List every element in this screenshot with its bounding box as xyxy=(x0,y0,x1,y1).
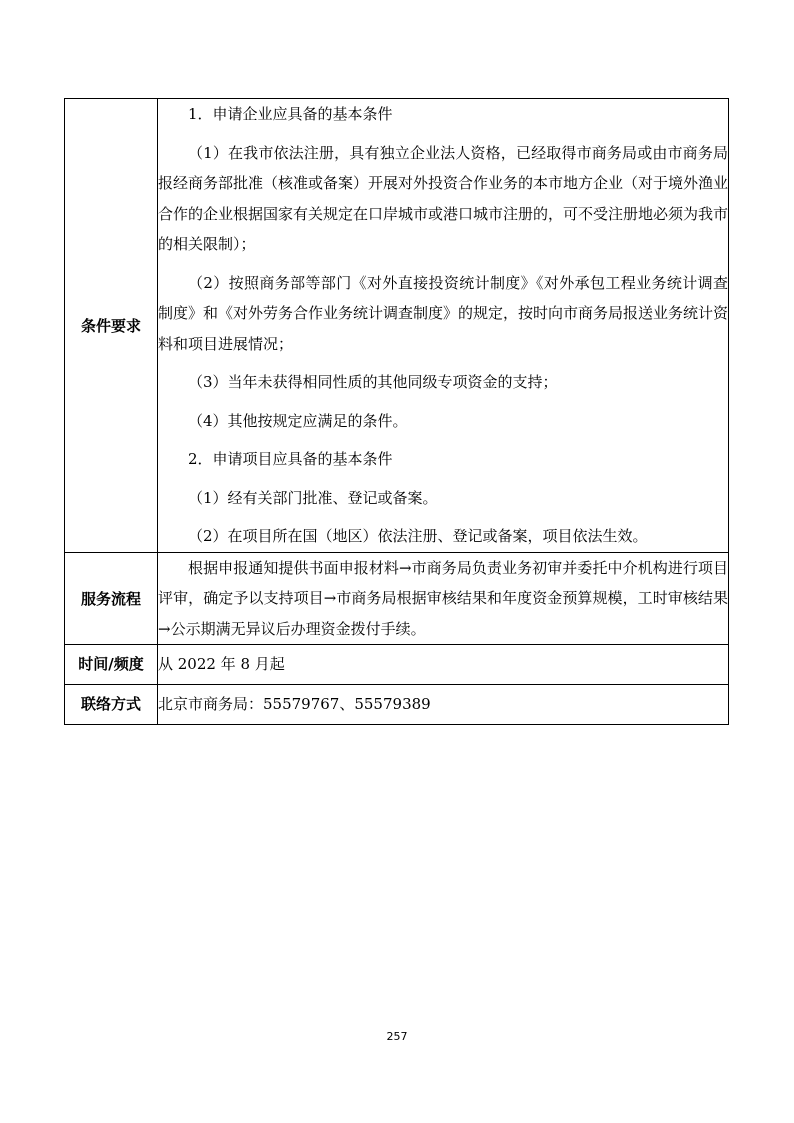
table-row-time xyxy=(65,645,729,685)
condition-paragraph: （1）在我市依法注册，具有独立企业法人资格，已经取得市商务局或由市商务局报经商务部批准（核准或备案）开展对外投资合作业务的本市地方企业（对于境外渔业合作的企业根据国家有关规定在口岸城市或港口城市注册的，可不受注册地必须为我市的相关限制）； xyxy=(158,143,729,253)
table-row-conditions xyxy=(65,99,729,553)
condition-paragraph: （3）当年未获得相同性质的其他同级专项资金的支持； xyxy=(188,373,558,391)
contact-content: 北京市商务局：55579767、55579389 xyxy=(158,685,729,725)
condition-paragraph: 1．申请企业应具备的基本条件 xyxy=(188,105,393,123)
table-row-contact xyxy=(65,685,729,725)
page-number: 257 xyxy=(386,1030,408,1043)
row-label-conditions: 条件要求 xyxy=(65,99,158,553)
condition-paragraph: （4）其他按规定应满足的条件。 xyxy=(188,411,408,430)
process-text: 根据申报通知提供书面申报材料→市商务局负责业务初审并委托中介机构进行项目评审，确定予以支持项目→市商务局根据审核结果和年度资金预算规模，工时审核结果→公示期满无异议后办理资金拨付手续。 xyxy=(158,558,728,638)
condition-paragraph: （1）经有关部门批准、登记或备案。 xyxy=(188,488,438,507)
table-row-process xyxy=(65,552,729,645)
row-label-time: 时间/频度 xyxy=(65,645,158,685)
row-label-contact: 联络方式 xyxy=(65,685,158,725)
conditions-content xyxy=(158,99,729,553)
condition-paragraph: （2）在项目所在国（地区）依法注册、登记或备案，项目依法生效。 xyxy=(188,527,648,545)
row-label-process: 服务流程 xyxy=(65,552,158,645)
condition-paragraph: （2）按照商务部等部门《对外直接投资统计制度》《对外承包工程业务统计调查制度》和《对外劳务合作业务统计调查制度》的规定，按时向市商务局报送业务统计资料和项目进展情况； xyxy=(158,273,729,353)
condition-paragraph: 2．申请项目应具备的基本条件 xyxy=(188,450,393,468)
info-table xyxy=(64,98,729,725)
process-content xyxy=(158,552,729,645)
time-content: 从 2022 年 8 月起 xyxy=(158,645,729,685)
